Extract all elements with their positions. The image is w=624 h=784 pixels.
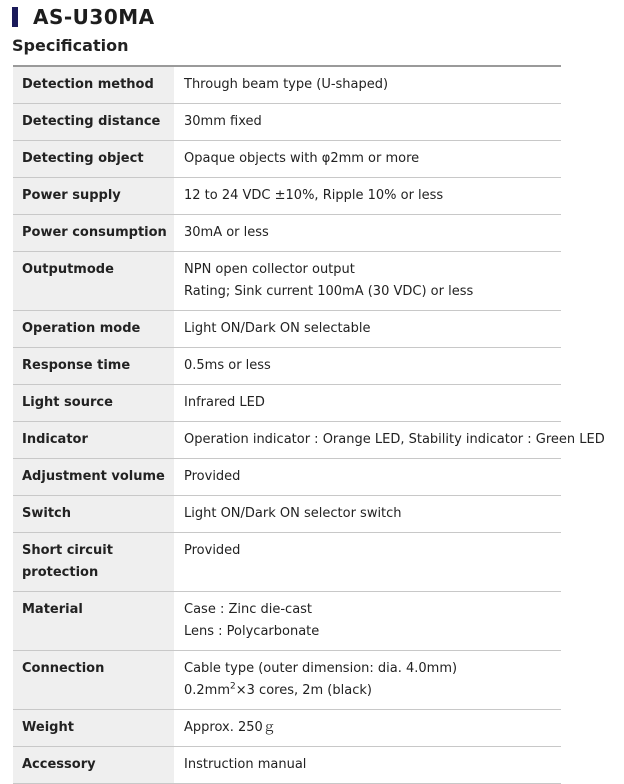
- spec-value-line: 30mm fixed: [184, 114, 262, 129]
- spec-value-line: Case : Zinc die-cast: [184, 602, 313, 617]
- table-row: [13, 311, 561, 348]
- table-row: [13, 592, 561, 651]
- spec-value: [174, 178, 561, 215]
- spec-value: [174, 747, 561, 784]
- cable-size: 0.2mm: [184, 683, 231, 698]
- spec-label: Weight: [13, 710, 174, 747]
- spec-value: [174, 141, 561, 178]
- spec-value-line: NPN open collector output: [184, 262, 355, 277]
- spec-value-line: Provided: [184, 469, 241, 484]
- spec-label: Switch: [13, 496, 174, 533]
- spec-value: [174, 459, 561, 496]
- table-row: [13, 422, 561, 459]
- spec-label: Short circuit protection: [13, 533, 174, 592]
- table-row: [13, 104, 561, 141]
- spec-value-line: Light ON/Dark ON selector switch: [184, 506, 402, 521]
- spec-value-line: Instruction manual: [184, 757, 307, 772]
- cable-cores: ×3 cores, 2m (black): [235, 683, 372, 698]
- spec-value-line: Operation indicator : Orange LED, Stability indicator : Green LED: [184, 432, 605, 447]
- table-row: [13, 348, 561, 385]
- spec-value-line: Cable type (outer dimension: dia. 4.0mm): [184, 661, 458, 676]
- spec-value: [174, 252, 561, 311]
- table-row: [13, 747, 561, 784]
- spec-label: Adjustment volume: [13, 459, 174, 496]
- table-row: [13, 533, 561, 592]
- spec-value-line: Light ON/Dark ON selectable: [184, 321, 371, 336]
- spec-label: Operation mode: [13, 311, 174, 348]
- table-row: [13, 651, 561, 710]
- spec-label: Light source: [13, 385, 174, 422]
- section-title: Specification: [12, 36, 129, 55]
- spec-value: [174, 533, 561, 592]
- spec-table: [13, 65, 605, 784]
- spec-value: [174, 710, 561, 747]
- spec-label: Outputmode: [13, 252, 174, 311]
- spec-value-line: Approx. 250ｇ: [184, 720, 276, 735]
- spec-value-line: Provided: [184, 543, 241, 558]
- table-row: [13, 385, 561, 422]
- table-row: [13, 66, 561, 104]
- title-accent-bar: [12, 7, 18, 27]
- spec-label: Connection: [13, 651, 174, 710]
- page-header: [12, 4, 155, 30]
- table-row: [13, 496, 561, 533]
- spec-value-line: Through beam type (U-shaped): [184, 77, 389, 92]
- spec-label: Detection method: [13, 66, 174, 104]
- table-row: [13, 710, 561, 747]
- table-row: [13, 252, 561, 311]
- table-row: [13, 459, 561, 496]
- page-title: AS-U30MA: [33, 5, 155, 29]
- spec-value-line: 12 to 24 VDC ±10%, Ripple 10% or less: [184, 188, 444, 203]
- spec-value: [174, 66, 561, 104]
- spec-value: [174, 651, 561, 710]
- spec-value-line: Infrared LED: [184, 395, 265, 410]
- spec-value: [174, 311, 561, 348]
- superscript: 2: [230, 681, 236, 692]
- spec-value-line: Opaque objects with φ2mm or more: [184, 151, 420, 166]
- spec-value: [174, 348, 561, 385]
- table-row: [13, 141, 561, 178]
- spec-value: [174, 496, 561, 533]
- spec-label: Power consumption: [13, 215, 174, 252]
- spec-value: [174, 422, 605, 459]
- spec-value: [174, 104, 561, 141]
- spec-label: Detecting distance: [13, 104, 174, 141]
- spec-value-line: Rating; Sink current 100mA (30 VDC) or less: [184, 284, 474, 299]
- spec-label: Material: [13, 592, 174, 651]
- spec-value: [174, 215, 561, 252]
- spec-label: Response time: [13, 348, 174, 385]
- spec-value-line: 30mA or less: [184, 225, 269, 240]
- table-row: [13, 215, 561, 252]
- spec-label: Indicator: [13, 422, 174, 459]
- spec-value-line: 0.5ms or less: [184, 358, 271, 373]
- spec-label: Accessory: [13, 747, 174, 784]
- table-row: [13, 178, 561, 215]
- spec-label: Detecting object: [13, 141, 174, 178]
- spec-value: [174, 385, 561, 422]
- spec-label: Power supply: [13, 178, 174, 215]
- spec-value-line: [184, 680, 555, 702]
- spec-value-line: Lens : Polycarbonate: [184, 624, 320, 639]
- spec-value: [174, 592, 561, 651]
